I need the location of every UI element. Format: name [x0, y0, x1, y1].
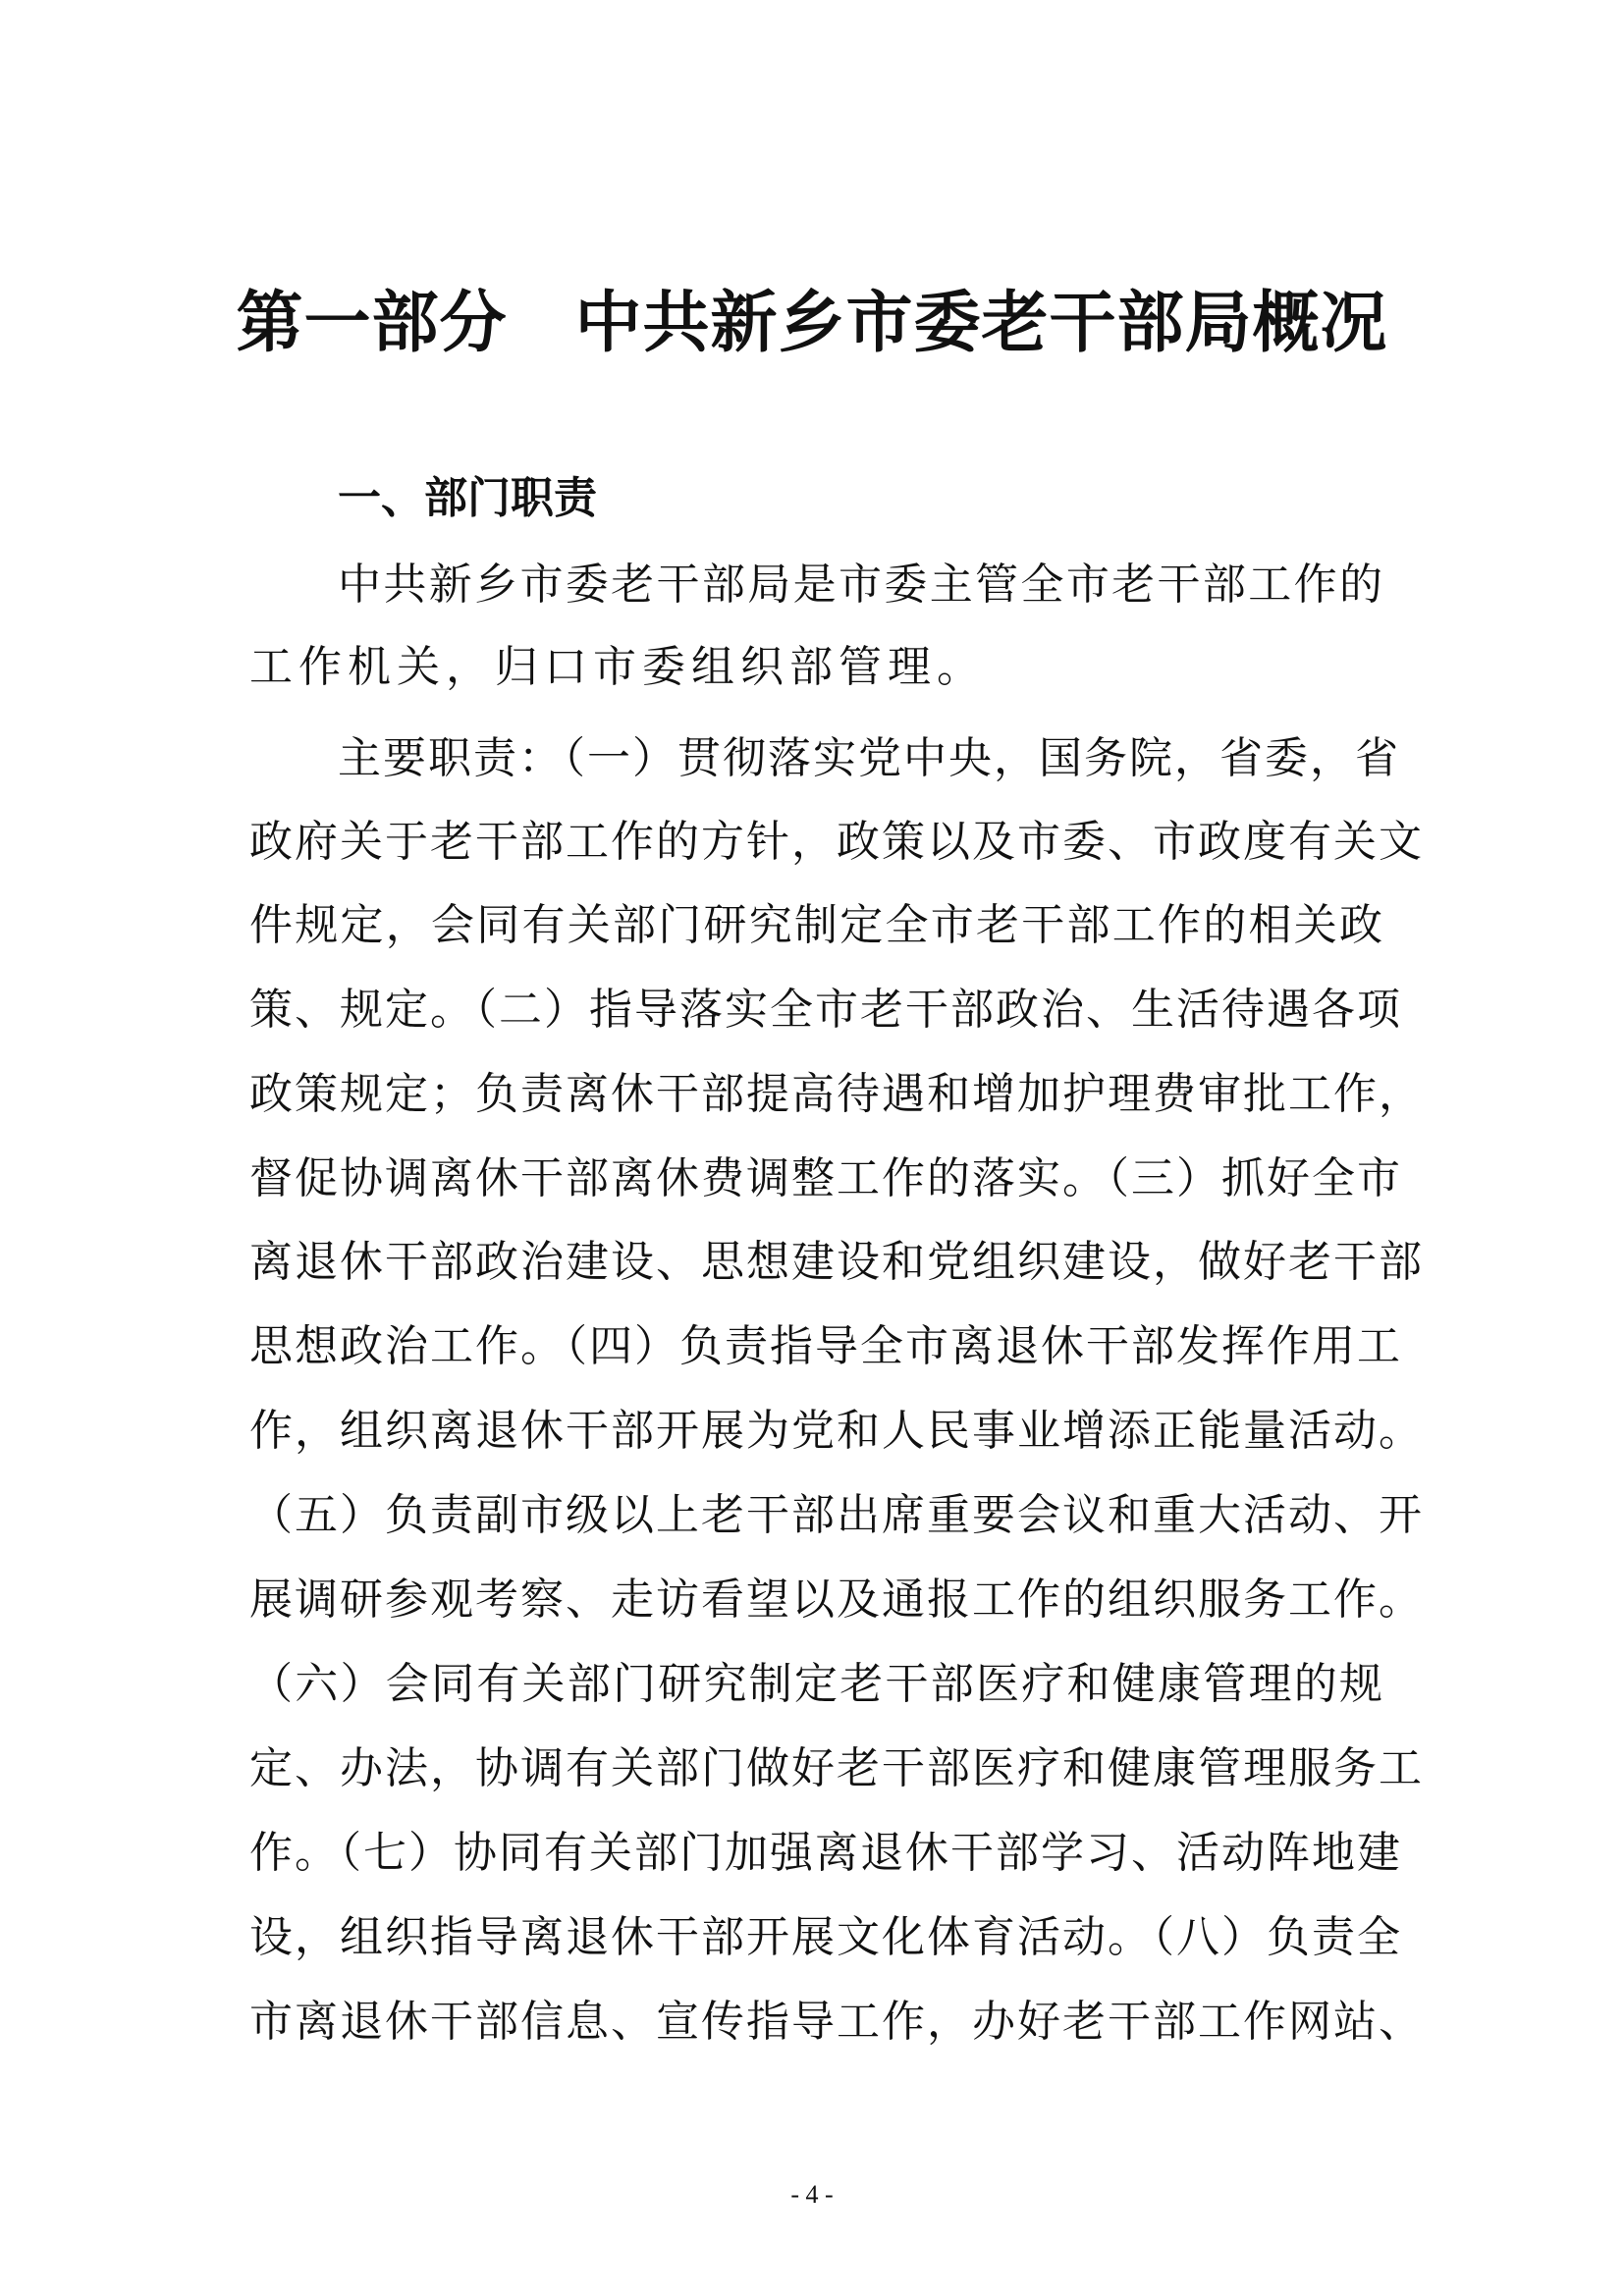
paragraph-line: 作。（七）协同有关部门加强离退休干部学习、活动阵地建: [249, 1828, 1402, 1878]
paragraph-line: 定、办法，协调有关部门做好老干部医疗和健康管理服务工: [249, 1743, 1424, 1793]
paragraph-line: 工作机关，归口市委组织部管理。: [249, 642, 986, 692]
page-number: - 4 -: [790, 2180, 834, 2209]
paragraph-line: 市离退休干部信息、宣传指导工作，办好老干部工作网站、: [249, 1997, 1424, 2047]
paragraph-line: 政策规定；负责离休干部提高待遇和增加护理费审批工作，: [249, 1069, 1424, 1119]
paragraph-line: 设，组织指导离退休干部开展文化体育活动。（八）负责全: [249, 1912, 1402, 1962]
paragraph-line: 督促协调离休干部离休费调整工作的落实。（三）抓好全市: [249, 1153, 1402, 1203]
paragraph-line: 主要职责：（一）贯彻落实党中央，国务院，省委，省: [338, 733, 1400, 783]
document-title: 第一部分 中共新乡市委老干部局概况: [236, 285, 1388, 362]
paragraph-line: 政府关于老干部工作的方针，政策以及市委、市政度有关文: [249, 817, 1424, 867]
paragraph-line: 离退休干部政治建设、思想建设和党组织建设，做好老干部: [249, 1237, 1424, 1287]
paragraph-line: 策、规定。（二）指导落实全市老干部政治、生活待遇各项: [249, 985, 1402, 1035]
paragraph-line: 件规定，会同有关部门研究制定全市老干部工作的相关政: [249, 900, 1384, 950]
paragraph-line: 中共新乡市委老干部局是市委主管全市老干部工作的: [338, 560, 1384, 610]
paragraph-line: （六）会同有关部门研究制定老干部医疗和健康管理的规: [249, 1659, 1384, 1709]
paragraph-line: 思想政治工作。（四）负责指导全市离退休干部发挥作用工: [249, 1321, 1402, 1371]
paragraph-line: 展调研参观考察、走访看望以及通报工作的组织服务工作。: [249, 1575, 1424, 1625]
paragraph-line: 作，组织离退休干部开展为党和人民事业增添正能量活动。: [249, 1406, 1424, 1456]
section-heading: 一、部门职责: [338, 473, 597, 523]
paragraph-line: （五）负责副市级以上老干部出席重要会议和重大活动、开: [249, 1490, 1424, 1540]
